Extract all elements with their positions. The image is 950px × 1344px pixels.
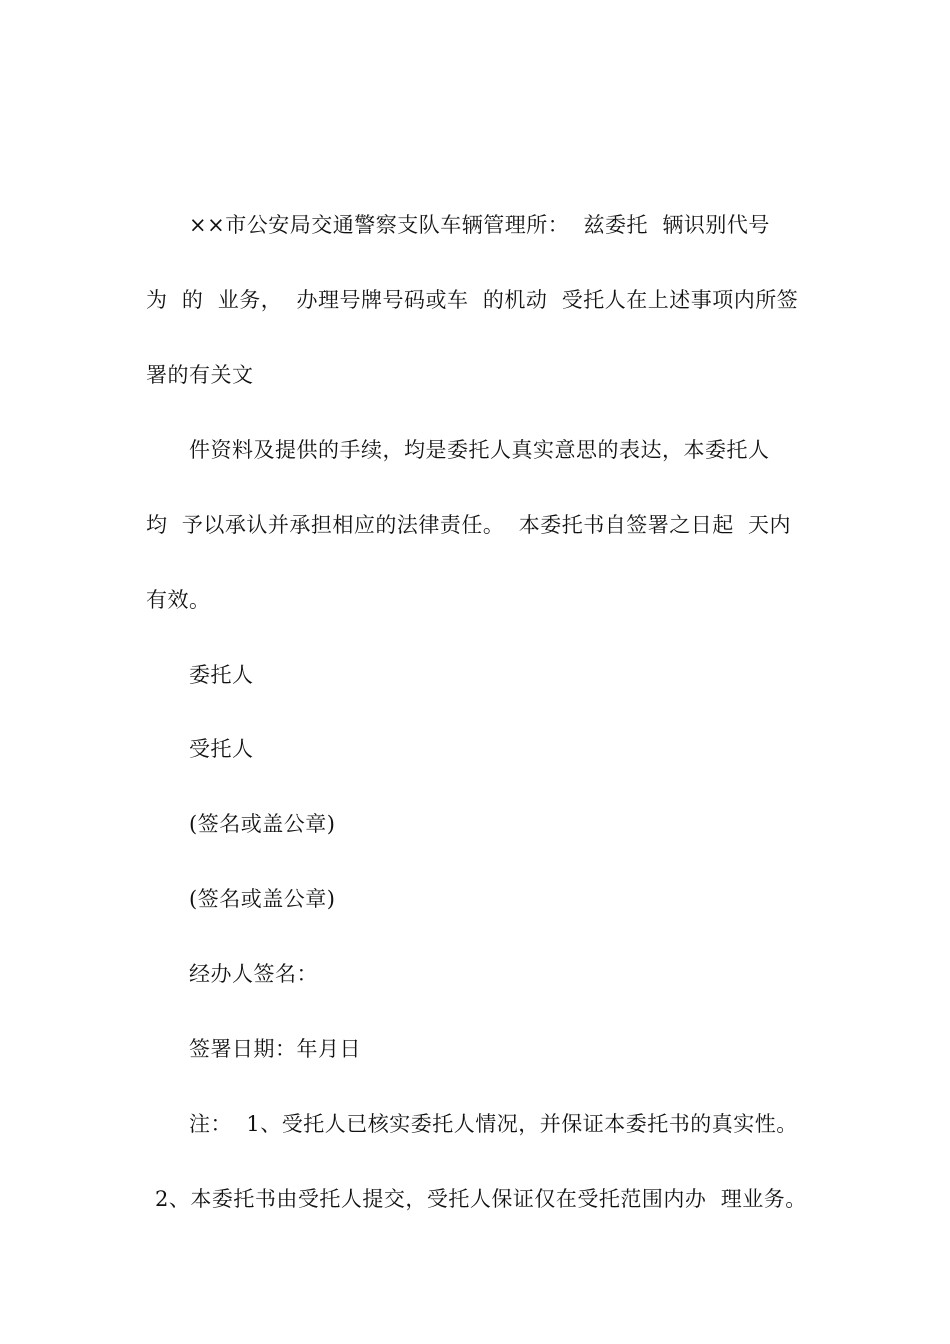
note-2: 2、本委托书由受托人提交，受托人保证仅在受托范围内办 理业务。 (155, 1187, 807, 1211)
note-1: 注： 1、受托人已核实委托人情况，并保证本委托书的真实性。 (189, 1112, 798, 1136)
principal-label: 委托人 (189, 663, 254, 687)
paragraph1-line1: ××市公安局交通警察支队车辆管理所： 兹委托 辆识别代号 (189, 213, 770, 237)
agent-sign-note: (签名或盖公章) (189, 887, 336, 911)
paragraph2-line3: 有效。 (146, 588, 211, 612)
paragraph2-line2: 均 予以承认并承担相应的法律责任。 本委托书自签署之日起 天内 (146, 513, 792, 537)
paragraph1-line2: 为 的 业务， 办理号牌号码或车 的机动 受托人在上述事项内所签 (146, 288, 799, 312)
principal-sign-note: (签名或盖公章) (189, 812, 336, 836)
paragraph1-line3: 署的有关文 (146, 363, 254, 387)
agent-label: 受托人 (189, 737, 254, 761)
handler-signature-label: 经办人签名： (189, 962, 318, 986)
signing-date-label: 签署日期：年月日 (189, 1037, 361, 1061)
paragraph2-line1: 件资料及提供的手续，均是委托人真实意思的表达，本委托人 (189, 438, 770, 462)
